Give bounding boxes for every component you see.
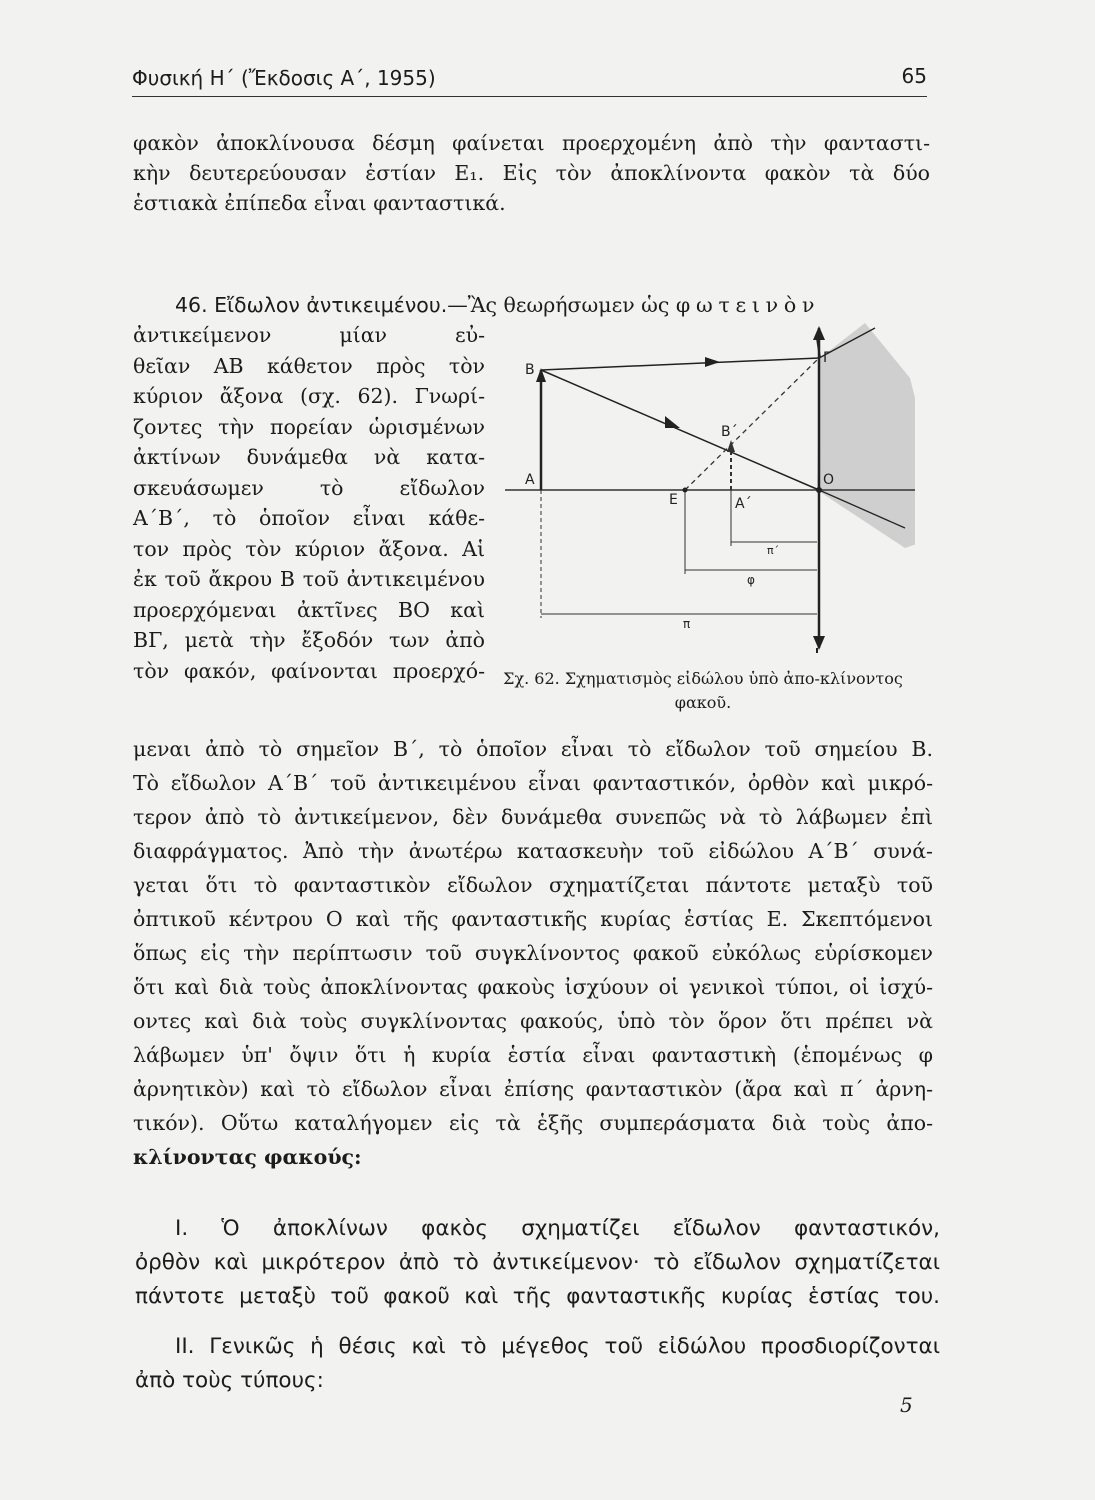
label-bprime: Β΄ bbox=[721, 424, 738, 440]
label-gamma: Γ bbox=[823, 350, 831, 366]
ray-b-to-gamma bbox=[541, 358, 819, 370]
signature-mark: 5 bbox=[900, 1393, 913, 1417]
text-line: τὸν φακόν, φαίνονται προερχό- bbox=[133, 658, 485, 683]
intro-paragraph bbox=[133, 128, 930, 218]
conclusion-line: II. Γενικῶς ἡ θέσις καὶ τὸ μέγεθος τοῦ εἰδώλου προσδιορίζονται bbox=[175, 1334, 940, 1359]
wide-paragraph bbox=[133, 732, 933, 1174]
text-line: τερον ἀπὸ τὸ ἀντικείμενον, δὲν δυνάμεθα συνεπῶς νὰ τὸ λάβωμεν ἐπὶ bbox=[133, 805, 933, 829]
ray-b-to-o bbox=[541, 370, 819, 490]
text-line: τον πρὸς τὸν κύριον ἄξονα. Αἱ bbox=[133, 536, 485, 561]
label-aprime: Α΄ bbox=[735, 496, 752, 512]
section-title: Εἴδωλον ἀντικειμένου. bbox=[214, 293, 448, 317]
text-line: λάβωμεν ὑπ' ὄψιν ὅτι ἡ κυρία ἑστία εἶναι φανταστικὴ (ἑπομένως φ bbox=[133, 1043, 933, 1067]
figure-caption: Σχ. 62. Σχηματισμὸς εἰδώλου ὑπὸ ἀπο-κλίνοντος φακοῦ. bbox=[503, 669, 903, 712]
section-number: 46. bbox=[175, 293, 208, 317]
ray-arrow bbox=[665, 416, 680, 428]
text-line: προερχόμεναι ἀκτῖνες ΒΟ καὶ bbox=[133, 597, 485, 622]
text-line: ἑστιακὰ ἐπίπεδα εἶναι φανταστικά. bbox=[133, 191, 506, 215]
figure-62-diagram bbox=[505, 318, 915, 663]
text-line: ὅπως εἰς τὴν περίπτωσιν τοῦ συγκλίνοντος φακοῦ εὐκόλως εὑρίσκομεν bbox=[133, 941, 933, 965]
label-pprime: π΄ bbox=[767, 544, 780, 557]
label-e: Ε bbox=[669, 492, 678, 508]
text-line: διαφράγματος. Ἀπὸ τὴν ἀνωτέρω κατασκευὴν τοῦ εἰδώλου Α΄Β΄ συνά- bbox=[133, 839, 933, 863]
text-line: σκευάσωμεν τὸ εἴδωλον bbox=[133, 475, 485, 500]
conclusion-line: πάντοτε μεταξὺ τοῦ φακοῦ καὶ τῆς φανταστικῆς κυρίας ἑστίας του. bbox=[135, 1284, 940, 1309]
text-line: θεῖαν ΑΒ κάθετον πρὸς τὸν bbox=[133, 353, 485, 378]
section-lead: —Ἂς θεωρήσωμεν ὡς bbox=[447, 293, 670, 317]
point-e bbox=[683, 488, 688, 493]
lens-bottom-arrow bbox=[813, 636, 825, 650]
conclusion-1 bbox=[135, 1212, 940, 1314]
text-line: κὴν δευτερεύουσαν ἑστίαν Ε₁. Εἰς τὸν ἀποκλίνοντα φακὸν τὰ δύο bbox=[133, 161, 930, 185]
shaded-virtual-region bbox=[817, 323, 915, 548]
text-line: ἀρνητικὸν) καὶ τὸ εἴδωλον εἶναι ἐπίσης φανταστικὸν (ἄρα καὶ π΄ ἀρνη- bbox=[133, 1077, 933, 1101]
text-line: γεται ὅτι τὸ φανταστικὸν εἴδωλον σχηματίζεται πάντοτε μεταξὺ τοῦ bbox=[133, 873, 933, 897]
text-line: Τὸ εἴδωλον Α΄Β΄ τοῦ ἀντικειμένου εἶναι φανταστικόν, ὀρθὸν καὶ μικρό- bbox=[133, 771, 933, 795]
conclusion-2 bbox=[135, 1330, 940, 1398]
text-line: ἀντικείμενον μίαν εὐ- bbox=[133, 323, 485, 347]
text-line: ΒΓ, μετὰ τὴν ἔξοδόν των ἀπὸ bbox=[133, 628, 485, 652]
running-header bbox=[132, 64, 927, 97]
text-line: ὅτι καὶ διὰ τοὺς ἀποκλίνοντας φακοὺς ἰσχύουν οἱ γενικοὶ τύποι, οἱ ἰσχύ- bbox=[133, 975, 933, 999]
conclusion-line: I. Ὁ ἀποκλίνων φακὸς σχηματίζει εἴδωλον φανταστικόν, bbox=[175, 1216, 940, 1241]
label-o: Ο bbox=[823, 472, 835, 488]
conclusion-line: ἀπὸ τοὺς τύπους: bbox=[135, 1368, 324, 1393]
ray-arrow bbox=[705, 357, 720, 367]
narrow-paragraph bbox=[133, 320, 485, 686]
label-p: π bbox=[683, 617, 691, 631]
text-line: φακὸν ἀποκλίνουσα δέσμη φαίνεται προερχομένη ἀπὸ τὴν φανταστι- bbox=[133, 131, 930, 155]
label-phi: φ bbox=[747, 573, 755, 587]
text-line: κλίνοντας φακούς: bbox=[133, 1145, 362, 1169]
book-title: Φυσική Η΄ (Ἔκδοσις Α΄, 1955) bbox=[132, 66, 436, 90]
label-a: Α bbox=[525, 472, 535, 488]
text-line: μεναι ἀπὸ τὸ σημεῖον Β΄, τὸ ὁποῖον εἶναι τὸ εἴδωλον τοῦ σημείου Β. bbox=[133, 737, 933, 761]
conclusion-line: ὀρθὸν καὶ μικρότερον ἀπὸ τὸ ἀντικείμενον· τὸ εἴδωλον σχηματίζεται bbox=[135, 1250, 940, 1275]
section-heading-line bbox=[175, 290, 930, 320]
image-arrow-head bbox=[727, 440, 735, 452]
text-line: κύριον ἄξονα (σχ. 62). Γνωρί- bbox=[133, 384, 485, 408]
text-line: ἀκτίνων δυνάμεθα νὰ κατα- bbox=[133, 445, 485, 469]
text-line: οντες καὶ διὰ τοὺς συγκλίνοντας φακούς, ὑπὸ τὸν ὅρον ὅτι πρέπει νὰ bbox=[133, 1009, 933, 1033]
text-line: ἐκ τοῦ ἄκρου Β τοῦ ἀντικειμένου bbox=[133, 567, 485, 591]
lens-top-arrow bbox=[813, 326, 825, 340]
text-line: ζοντες τὴν πορείαν ὡρισμένων bbox=[133, 414, 485, 439]
section-emphasis: φωτεινὸν bbox=[675, 293, 821, 317]
label-b: Β bbox=[525, 362, 535, 378]
page-number: 65 bbox=[901, 64, 927, 88]
text-line: ὀπτικοῦ κέντρου Ο καὶ τῆς φανταστικῆς κυρίας ἑστίας Ε. Σκεπτόμενοι bbox=[133, 907, 933, 931]
text-line: τικόν). Οὕτω καταλήγομεν εἰς τὰ ἑξῆς συμπεράσματα διὰ τοὺς ἀπο- bbox=[133, 1111, 933, 1135]
virtual-ray-e-gamma bbox=[685, 358, 819, 490]
text-line: Α΄Β΄, τὸ ὁποῖον εἶναι κάθε- bbox=[133, 506, 485, 530]
point-o bbox=[816, 487, 822, 493]
